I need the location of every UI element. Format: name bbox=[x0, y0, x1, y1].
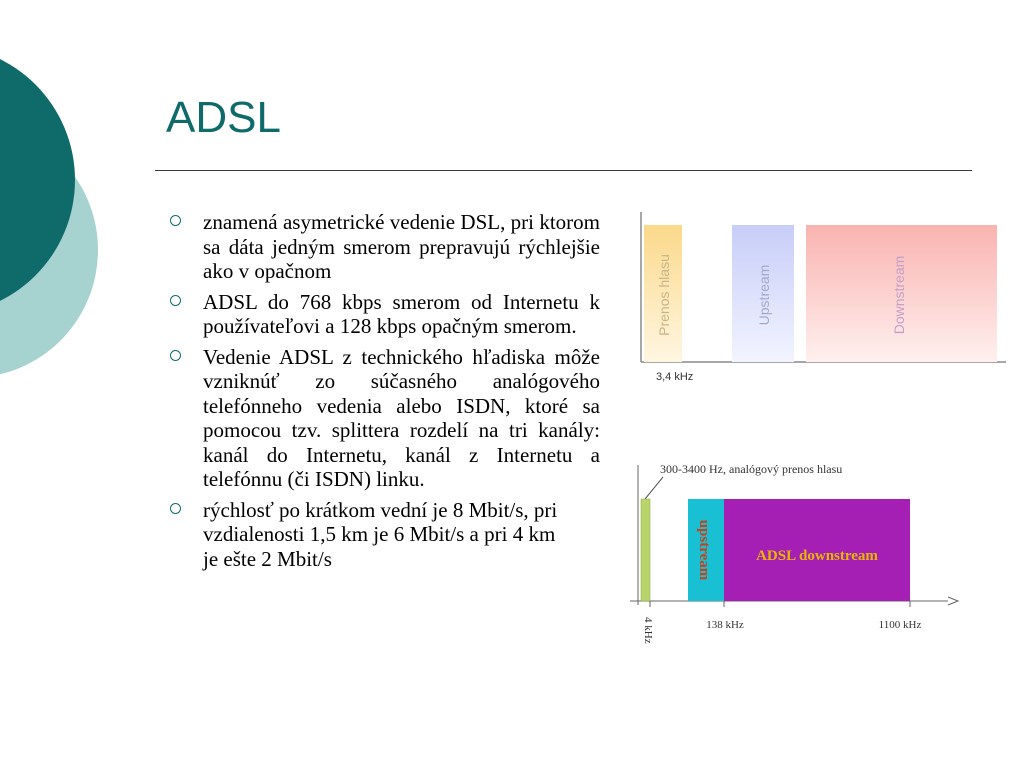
decorative-circles bbox=[0, 0, 120, 420]
voice-channel-bar bbox=[641, 499, 650, 601]
frequency-label: 3,4 kHz bbox=[656, 371, 694, 383]
bullet-item bbox=[170, 290, 600, 339]
spectrum-diagram bbox=[636, 210, 1006, 385]
downstream-channel-label: ADSL downstream bbox=[756, 548, 878, 564]
adsl-channel-diagram bbox=[630, 455, 970, 660]
axis-arrow-icon bbox=[948, 597, 958, 605]
bullet-circle-icon bbox=[170, 215, 181, 226]
annotation-leader-line bbox=[645, 477, 663, 499]
bullet-text: rýchlosť po krátkom vední je 8 Mbit/s, pri vzdialenosti 1,5 km je 6 Mbit/s a pri 4 km je ešte 2 Mbit/s bbox=[203, 497, 558, 571]
downstream-band-label: Downstream bbox=[891, 255, 907, 335]
bullet-text: ADSL do 768 kbps smerom od Internetu k používateľovi a 128 kbps opačným smerom. bbox=[203, 289, 600, 338]
upstream-channel-label: upstream bbox=[696, 519, 712, 581]
bullet-item bbox=[170, 210, 600, 284]
upstream-band-label: Upstream bbox=[756, 264, 772, 326]
voice-annotation: 300-3400 Hz, analógový prenos hlasu bbox=[660, 462, 843, 476]
bullet-circle-icon bbox=[170, 295, 181, 306]
tick-label-4khz: 4 kHz bbox=[642, 617, 654, 644]
bullet-list bbox=[170, 210, 600, 577]
bullet-text: znamená asymetrické vedenie DSL, pri ktorom sa dáta jedným smerom prepravujú rýchlejšie ako v opačnom bbox=[203, 210, 600, 283]
bullet-text: Vedenie ADSL z technického hľadiska môže vzniknúť zo súčasného analógového telefónneho vedenia alebo ISDN, ktoré sa pomocou tzv. splittera rozdelí na tri kanály: kanál do Internetu, kanál z Internetu a telefónnu (či ISDN) linku. bbox=[203, 344, 600, 491]
bullet-circle-icon bbox=[170, 503, 181, 514]
slide-title: ADSL bbox=[166, 93, 281, 142]
bullet-circle-icon bbox=[170, 350, 181, 361]
tick-label-1100khz: 1100 kHz bbox=[878, 619, 922, 631]
bullet-item bbox=[170, 498, 558, 572]
bullet-item bbox=[170, 345, 600, 492]
title-divider bbox=[155, 170, 972, 171]
tick-label-138khz: 138 kHz bbox=[706, 619, 744, 631]
voice-band-label: Prenos hlasu bbox=[656, 254, 672, 336]
